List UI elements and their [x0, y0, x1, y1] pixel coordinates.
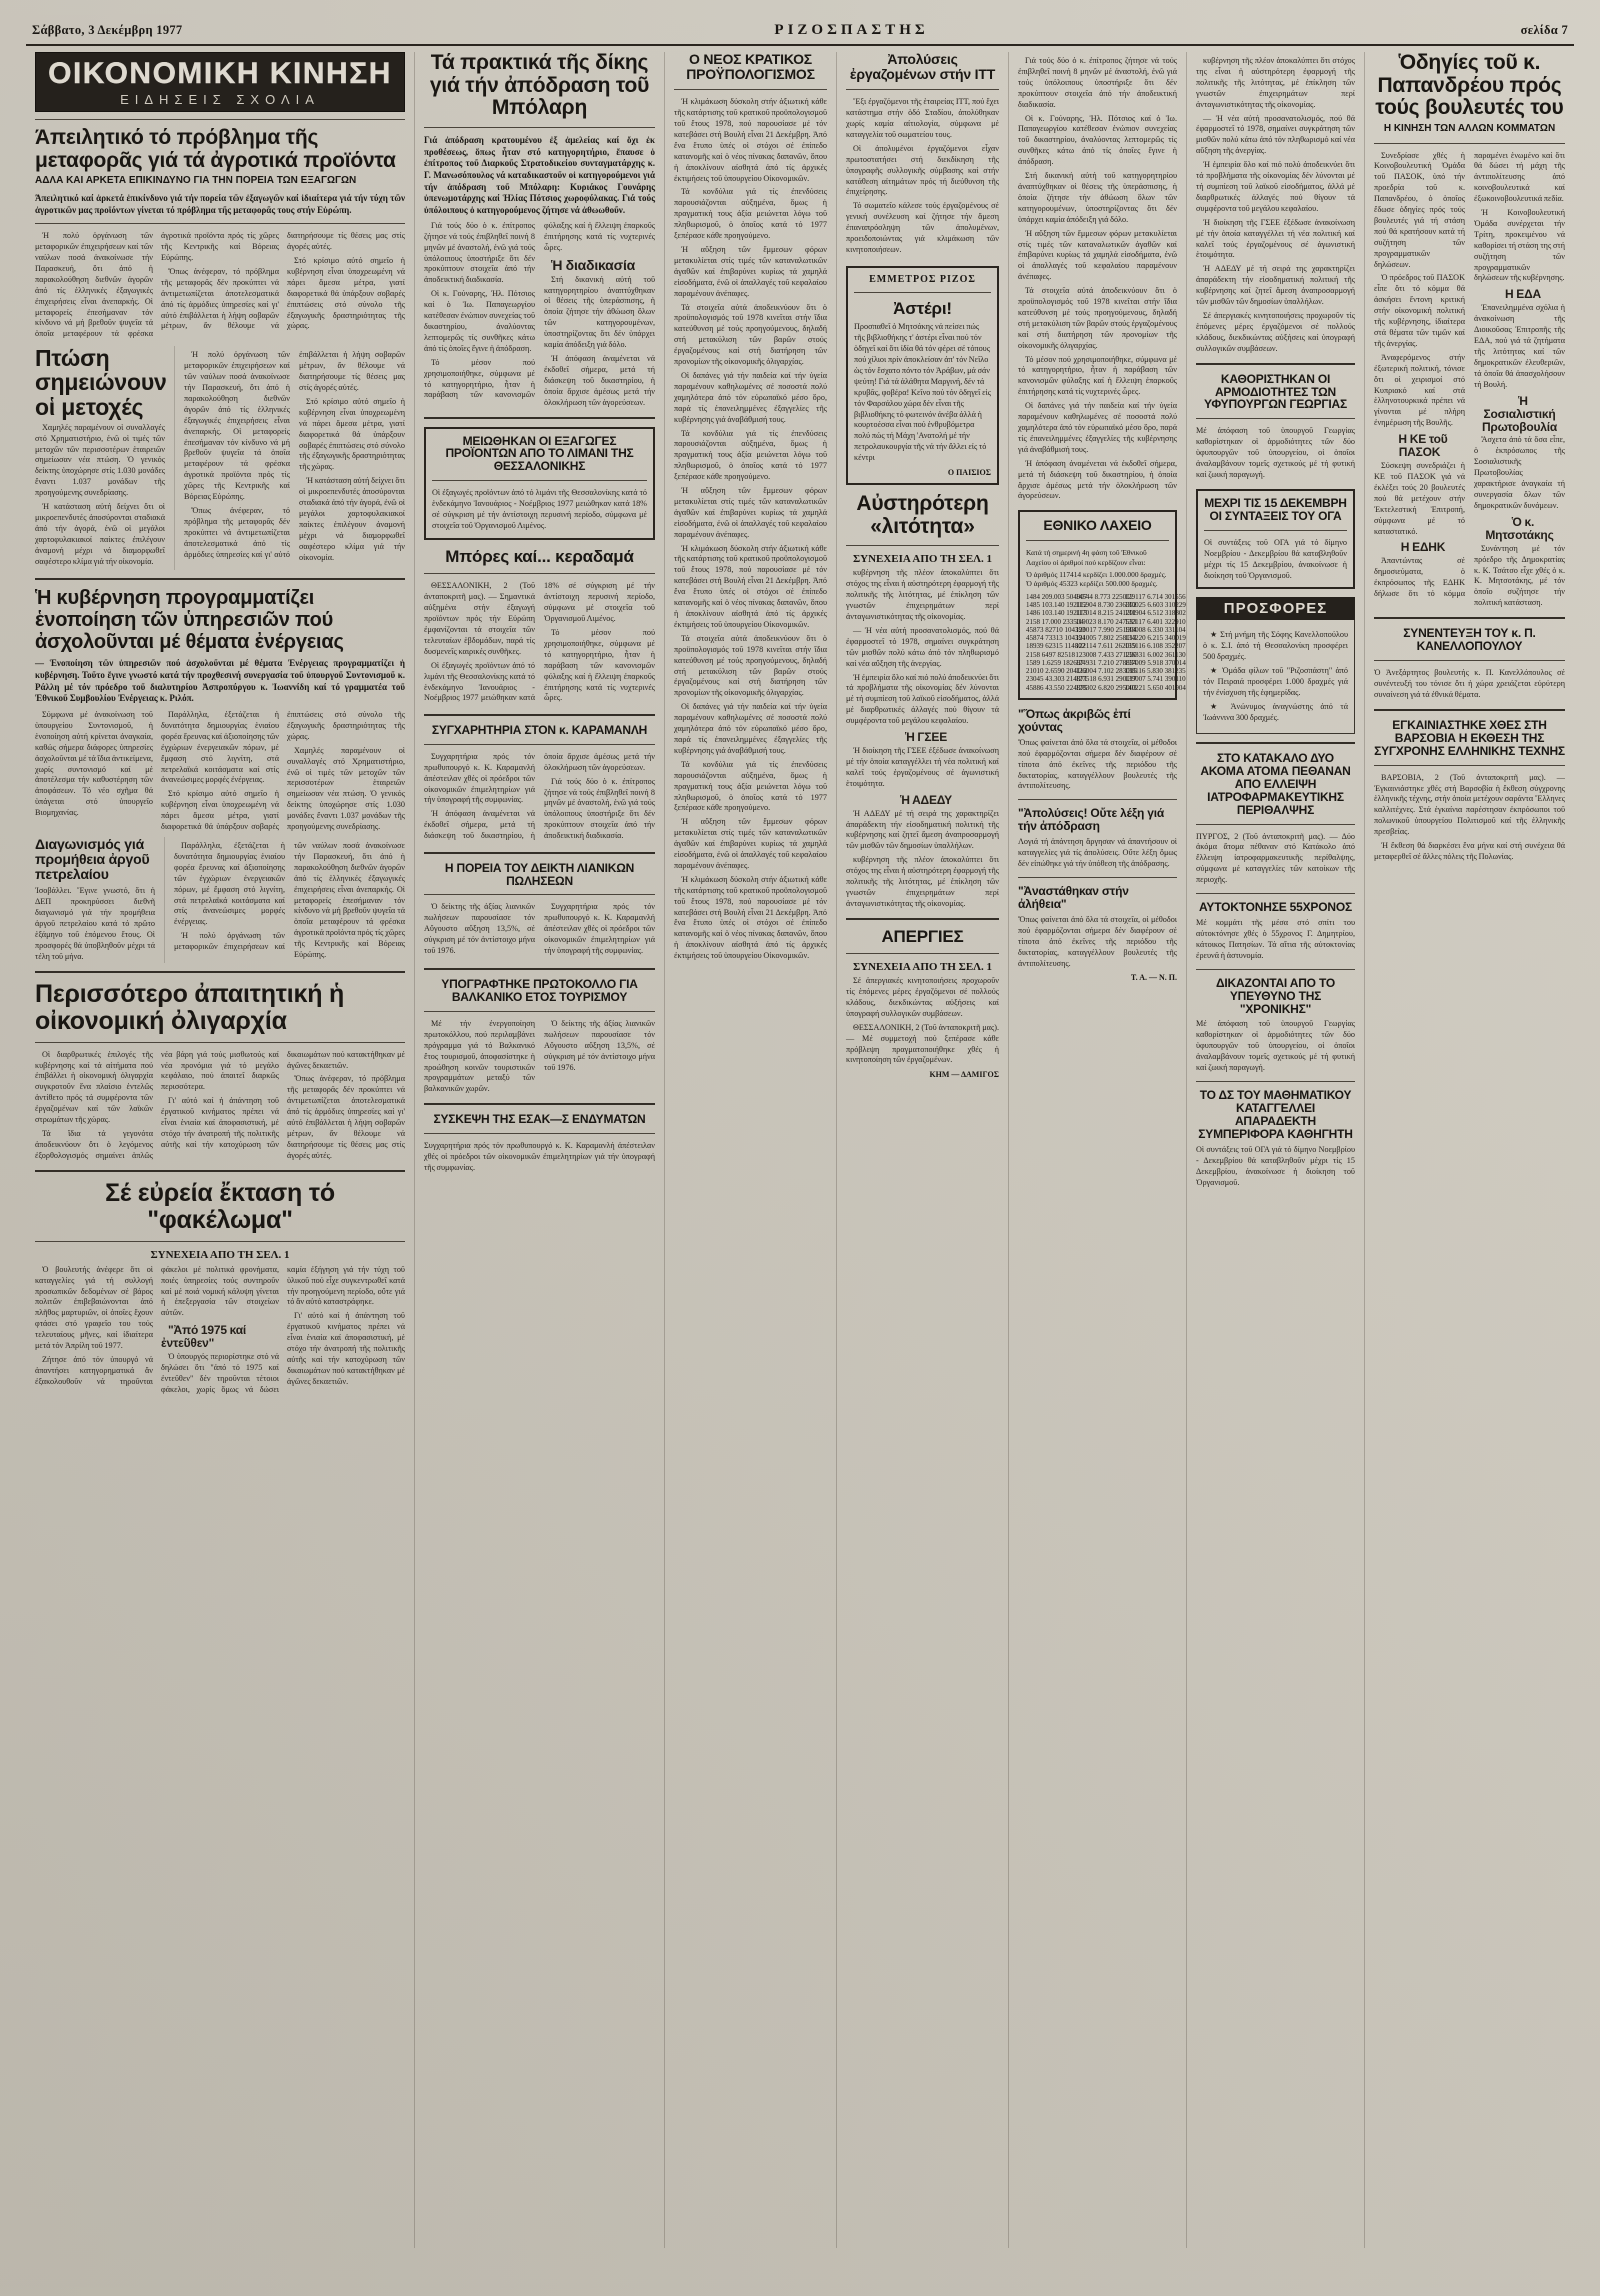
banner-subtitle: ΕΙΔΗΣΕΙΣ ΣΧΟΛΙΑ: [120, 92, 320, 107]
paragraph: Οἱ κ. Γούναρης, Ἡλ. Πότσιος καί ὁ Ἰω. Παπαγεωργίου κατέθεσαν ἐνώπιον συνεχείας τοῦ δικαστηρίου, ἀναλύοντας λεπτομερῶς τίς συνθῆκες κάτω ἀπό τίς ὁποῖες ἔγινε ἡ ἀπόδραση.: [424, 289, 535, 353]
junta-headline: "Ὅπως ἀκριβῶς ἐπί χούντας: [1018, 706, 1131, 734]
continuation-note: ΣΥΝΕΧΕΙΑ ΑΠΟ ΤΗ ΣΕΛ. 1: [150, 1248, 290, 1261]
offer-item: ★ Ἀνώνυμος ἀναγνώστης ἀπό τά Ἰωάννινα 300 δραχμές.: [1203, 701, 1348, 722]
austerity-headline: Αὐστηρότερη «λιτότητα»: [856, 492, 989, 538]
lottery-number-row: 1484 209.003 504907: [1026, 592, 1088, 601]
paragraph: Ἡ ἀπόφαση ἀναμένεται νά ἐκδοθεῖ σήμερα, μετά τή διάσκεψη τοῦ δικαστηρίου, ἡ ὁποία ἄρχισε ἀμέσως μετά τήν ὁλοκλήρωση τῶν ἀγορεύσεων.: [544, 354, 655, 407]
adedy-subhead: Ἡ ΑΔΕΔΥ: [900, 792, 952, 807]
lottery-number-row: 117014 8.215 241201: [1075, 609, 1137, 618]
divider: [35, 223, 405, 224]
column-3: [664, 52, 836, 2248]
exports-body: Οἱ ἐξαγωγές προϊόντων ἀπό τό λιμάνι τῆς Θεσσαλονίκης κατά τό ἑνδεκάμηνο Ἰανουάριος - Νοέμβριος 1977 μειώθηκαν κατά 18% σέ σύγκριση μέ τήν ἀντίστοιχη περυσινή περίοδο, σύμφωνα μέ στοιχεῖα τοῦ Ὀργανισμοῦ Λιμένος.: [432, 488, 647, 531]
agri-deputies-headline: ΚΑΘΟΡΙΣΤΗΚΑΝ ΟΙ ΑΡΜΟΔΙΟΤΗΤΕΣ ΤΩΝ ΥΦΥΠΟΥΡΓΩΝ ΓΕΩΡΓΙΑΣ: [1203, 371, 1348, 412]
karamanlis-headline: ΣΥΓΧΑΡΗΤΗΡΙΑ ΣΤΟΝ κ. ΚΑΡΑΜΑΝΛΗ: [431, 722, 648, 737]
divider: [1196, 363, 1355, 365]
lottery-number-row: 45873 82710 104393: [1026, 625, 1086, 634]
lottery-box: [1018, 510, 1186, 700]
fakeloma-subhead: "Ἀπό 1975 καί ἐντεῦθεν": [161, 1323, 247, 1351]
trial-subhead: Ἡ διαδικασία: [551, 256, 636, 273]
divider: [424, 127, 655, 128]
lottery-number-row: 23045 43.303 214871: [1026, 675, 1088, 684]
paragraph: Οἱ ἀπολυμένοι ἐργαζόμενοι εἶχαν πρωτοστατήσει στή διεκδίκηση τῆς ὑπογραφῆς συλλογικῆς σύμβασης καί στήν κατάθεση αἰτημάτων πρός τή διεύθυνση τῆς ἐπιχείρησης.: [846, 143, 999, 197]
divider: [1204, 530, 1347, 531]
paragraph: Συνεδρίασε χθές ἡ Κοινοβουλευτική Ὁμάδα τοῦ ΠΑΣΟΚ, ὑπό τήν προεδρία τοῦ κ. Παπανδρέου, ὁ ὁποῖος ἔδωσε ὁδηγίες πρός τούς βουλευτές γιά τή στάση πού θά κρατήσουν κατά τή συζήτηση τῶν προγραμματικῶν δηλώσεων.: [1374, 150, 1465, 269]
papandreou-headline: Ὁδηγίες τοῦ κ. Παπανδρέου πρός τούς βουλευτές του: [1375, 51, 1564, 120]
paragraph: Ἡ ἐμπειρία ὅλο καί πιό πολύ ἀποδεικνύει ὅτι τά προβλήματα τῆς οἰκονομίας δέν λύνονται μέ τή συμπίεση τοῦ λαϊκοῦ εἰσοδήματος, ἀλλά μέ διαρθρωτικές ἀλλαγές πού θίγουν τά συμφέροντα τοῦ μεγάλου κεφαλαίου.: [846, 672, 999, 726]
fakeloma-body: [35, 1265, 405, 1396]
continuation-note: ΣΥΝΕΧΕΙΑ ΑΠΟ ΤΗ ΣΕΛ. 1: [852, 961, 993, 974]
paragraph: Ἡ αὔξηση τῶν ἔμμεσων φόρων μετακυλίεται στίς τιμές τῶν καταναλωτικῶν ἀγαθῶν καί ἐπιβαρύνει κυρίως τά χαμηλά εἰσοδήματα, ἐνῶ οἱ ἀπαλλαγές τοῦ κεφαλαίου παραμένουν ἀνέπαφες.: [1018, 228, 1177, 282]
divider: [1374, 617, 1565, 619]
lottery-number-row: 136331 6.002 361130: [1124, 650, 1186, 659]
paragraph: Οἱ δαπάνες γιά τήν παιδεία καί τήν ὑγεία παραμένουν καθηλωμένες σέ ποσοστά πολύ χαμηλότερα ἀπό τόν εὐρωπαϊκό μέσο ὅρο, παρά τίς ἐπανειλημμένες ἐξαγγελίες τῆς κυβέρνησης γιά ἀναβάθμισή τους.: [1018, 401, 1177, 454]
paragraph: Ἄσχετα ἀπό τά ὅσα εἶπε, ὁ ἐκπρόσωπος τῆς Σοσιαλιστικῆς Πρωτοβουλίας χαρακτήρισε ἀναγκαία τή συνεργασία ὅλων τῶν δημοκρατικῶν δυνάμεων.: [1474, 435, 1565, 510]
paragraph: Συγχαρητήρια πρός τόν πρωθυπουργό κ. Κ. Καραμανλή ἀπέστειλαν χθές οἱ πρόεδροι τῶν οἰκονομικῶν ἐπιμελητηρίων γιά τήν ὑπογραφή τῆς συμφωνίας.: [544, 902, 655, 956]
paragraph: Ὅπως ἀνέφεραν, τό πρόβλημα τῆς μεταφορᾶς δέν προκύπτει νά ἀντιμετωπίζεται ἀποτελεσματικά ἀπό τίς ἁρμόδιες ὑπηρεσίες καί γι' αὐτό ἐπιβάλλεται ἡ λήψη σοβαρῶν μέτρων, ἄν θέλουμε νά διατηρήσουμε τίς θέσεις μας στίς ἀγορές αὐτές.: [184, 350, 405, 559]
paragraph: Ἡ ΑΔΕΔΥ μέ τή σειρά της χαρακτηρίζει ἀπαράδεκτη τήν εἰσοδηματική πολιτική τῆς κυβέρνησης καί ζητεῖ ἄμεση ἀναπροσαρμογή τῶν μισθῶν τῶν δημοσίων ὑπαλλήλων.: [1196, 264, 1355, 307]
divider: [1196, 418, 1355, 419]
divider: [1374, 765, 1565, 766]
lottery-number-row: 119023 8.170 247533: [1075, 617, 1137, 626]
paragraph: Ἡ διοίκηση τῆς ΓΣΕΕ ἐξέδωσε ἀνακοίνωση μέ τήν ὁποία καταγγέλλει τή νέα πολιτική καί καλεῖ τούς ἐργαζομένους σέ ἀγωνιστική ἑτοιμότητα.: [1196, 217, 1355, 260]
divider: [1018, 799, 1177, 800]
paragraph: Συγχαρητήρια πρός τόν πρωθυπουργό κ. Κ. Καραμανλή ἀπέστειλαν χθές οἱ πρόεδροι τῶν οἰκονομικῶν ἐπιμελητηρίων γιά τήν ὑπογραφή τῆς συμφωνίας.: [424, 751, 535, 805]
lead-paragraph: Άπειλητικό καί ἀρκετά ἐπικίνδυνο γιά τήν πορεία τῶν ἐξαγωγῶν καί ἰδιαίτερα γιά τήν τύχη τῶν ἀγροτικῶν μας προϊόντων γίνεται τό πρόβλημα τῆς μεταφορᾶς τους στήν Εὐρώπη.: [35, 192, 405, 215]
lottery-number-row: 121005 7.802 258113: [1075, 634, 1137, 643]
paragraph: Γι' αὐτό καί ἡ ἀπάντηση τοῦ ἐργατικοῦ κινήματος πρέπει νά εἶναι ἑνιαία καί ἀποφασιστική, μέ στόχο τήν ἀνατροπή τῆς πολιτικῆς αὐτῆς καί τήν κατοχύρωση τῶν δικαιωμάτων πού κατακτήθηκαν μέ ἀγῶνες δεκαετιῶν.: [287, 1311, 405, 1386]
lottery-number-row: 137009 5.918 370014: [1124, 658, 1186, 667]
math-body: Οἱ συντάξεις τοῦ ΟΓΑ γιά τό δίμηνο Νοεμβρίου - Δεκεμβρίου θά καταβληθοῦν μέχρι τίς 15 Δεκεμβρίου, ἀνακοίνωσε ἡ διοίκηση τοῦ Ὀργανισμοῦ.: [1196, 1144, 1355, 1187]
paragraph: Ἡ ΑΔΕΔΥ μέ τή σειρά της χαρακτηρίζει ἀπαράδεκτη τήν εἰσοδηματική πολιτική τῆς κυβέρνησης καί ζητεῖ ἄμεση ἀναπροσαρμογή τῶν μισθῶν τῶν δημοσίων ὑπαλλήλων.: [846, 808, 999, 851]
retail-index-headline: Η ΠΟΡΕΙΑ ΤΟΥ ΔΕΙΚΤΗ ΛΙΑΝΙΚΩΝ ΠΩΛΗΣΕΩΝ: [444, 860, 635, 888]
lottery-number-row: 140221 5.650 401904: [1124, 683, 1186, 692]
gsee-subhead: Ἡ ΓΣΕΕ: [904, 730, 948, 745]
paragraph: Σέ ἀπεργιακές κινητοποιήσεις προχωροῦν τίς ἑπόμενες μέρες ἐργαζόμενοι σέ πολλούς κλάδους, διεκδικώντας αὐξήσεις καί ὑπογραφή συλλογικῶν συμβάσεων.: [846, 976, 999, 1018]
column-2: [414, 52, 664, 2248]
lottery-intro: Κατά τή σημερινή 4η φάση τοῦ Ἐθνικοῦ Λαχείου οἱ ἀριθμοί πού κερδίζουν εἶναι:: [1026, 548, 1147, 568]
escape-note-headline: "Ἀπολύσεις! Οὔτε λέξη γιά τήν ἀπόδραση: [1018, 806, 1165, 834]
paragraph: Οἱ ἐξαγωγές προϊόντων ἀπό τό λιμάνι τῆς Θεσσαλονίκης κατά τό ἑνδεκάμηνο Ἰανουάριος - Νοέμβριος 1977 μειώθηκαν κατά 18% σέ σύγκριση μέ τήν ἀντίστοιχη περυσινή περίοδο, σύμφωνα μέ στοιχεῖα τοῦ Ὀργανισμοῦ Λιμένος.: [424, 581, 655, 703]
paragraph: Ἡ αὔξηση τῶν ἔμμεσων φόρων μετακυλίεται στίς τιμές τῶν καταναλωτικῶν ἀγαθῶν καί ἐπιβαρύνει κυρίως τά χαμηλά εἰσοδήματα, ἐνῶ οἱ ἀπαλλαγές τοῦ κεφαλαίου παραμένουν ἀνέπαφες.: [674, 245, 827, 298]
paragraph: Ἀναφερόμενος στήν ἐξωτερική πολιτική, τόνισε ὅτι οἱ χειρισμοί στό Κυπριακό καί στά ἑλληνοτουρκικά πρέπει νά γίνονται μέ πλήρη ἐνημέρωση τῆς Βουλῆς.: [1374, 352, 1465, 428]
divider: [35, 578, 405, 580]
lottery-number-row: 127518 6.931 290117: [1075, 675, 1137, 684]
trial-body: [424, 221, 655, 409]
divider: [424, 968, 655, 970]
economy-banner: [35, 52, 405, 112]
lottery-number-row: 2158 17.000 233504: [1026, 617, 1084, 626]
divider: [35, 1170, 405, 1172]
lottery-number-row: 135116 6.108 352207: [1124, 642, 1186, 651]
divider: [1374, 660, 1565, 661]
retail-index-body: [424, 902, 655, 960]
emmetros-rizos-title: ΕΜΜΕΤΡΟΣ ΡΙΖΟΣ: [869, 273, 976, 285]
paragraph: Τά στοιχεῖα αὐτά ἀποδεικνύουν ὅτι ὁ προϋπολογισμός τοῦ 1978 κινεῖται στήν ἴδια κατεύθυνση μέ τούς προηγούμενους, δηλαδή στή μετακύλιση τῶν βαρῶν στούς ἐργαζομένους καί στή διατήρηση τῶν προνομίων τῆς οἰκονομικῆς ὀλιγαρχίας.: [674, 633, 827, 698]
lead-body: [35, 231, 405, 340]
paragraph: Γιά τούς δύο ὁ κ. ἐπίτροπος ζήτησε νά τούς ἐπιβληθεῖ ποινή 8 μηνῶν μέ ἀναστολή, ἐνῶ γιά τούς ὑπόλοιπους ὑποστήριξε ὅτι δέν προκύπτουν στοιχεῖα ἀπό τήν ἀποδεικτική διαδικασία.: [544, 776, 655, 841]
page-columns: [26, 52, 1574, 2248]
paragraph: — Ἡ νέα αὐτή προσανατολισμός, πού θά ἐφαρμοστεῖ τό 1978, σημαίνει συγκράτηση τῶν μισθῶν πολύ κάτω ἀπό τόν πληθωρισμό καί νέα αὔξηση τῆς ἀνεργίας.: [846, 625, 999, 668]
divider: [424, 1133, 655, 1134]
lottery-number-row: 123008 7.433 271220: [1075, 650, 1137, 659]
divider: [432, 480, 647, 481]
paragraph: Οἱ δαπάνες γιά τήν παιδεία καί τήν ὑγεία παραμένουν καθηλωμένες σέ ποσοστά πολύ χαμηλότερα ἀπό τόν εὐρωπαϊκό μέσο ὅρο, παρά τίς ἐπανειλημμένες ἐξαγγελίες τῆς κυβέρνησης γιά ἀναβάθμισή τους.: [674, 702, 827, 755]
trial-headline: Τά πρακτικά τῆς δίκης γιά τήν ἀπόδραση τοῦ Μπόλαρη: [429, 51, 650, 120]
warsaw-body: [1374, 773, 1565, 863]
oligarchy-body: [35, 1050, 405, 1162]
protocol-body: [424, 1019, 655, 1095]
paragraph: Γιά τούς δύο ὁ κ. ἐπίτροπος ζήτησε νά τούς ἐπιβληθεῖ ποινή 8 μηνῶν μέ ἀναστολή, ἐνῶ γιά τούς ὑπόλοιπους ὑποστήριξε ὅτι δέν προκύπτουν στοιχεῖα ἀπό τήν ἀποδεικτική διαδικασία.: [1018, 56, 1177, 109]
oga-headline: ΜΕΧΡΙ ΤΙΣ 15 ΔΕΚΕΜΒΡΗ ΟΙ ΣΥΝΤΑΞΕΙΣ ΤΟΥ ΟΓΑ: [1204, 495, 1347, 523]
paragraph: Τό μέσον πού χρησιμοποιήθηκε, σύμφωνα μέ τό κατηγορητήριο, ἦταν ἡ παράβαση τῶν κανονισμῶν φύλαξης καί ἡ ἔλλειψη ἐπαρκοῦς ἐπιτήρησης κατά τίς νυχτερινές ὧρες.: [424, 220, 655, 400]
divider: [35, 1042, 405, 1043]
paragraph: Ἡ κλιμάκωση δύσκολη στήν ἀξιωτική κάθε τῆς κατάρτισης τοῦ κρατικοῦ προϋπολογισμοῦ τοῦ ἔτους 1978, πού παρουσίασε μέ τόν κατεβάσει στή Βουλή εἶναι 21 Δεκέμβρη. Ἀπό ἔνα ἔτυπο ὑπές οἱ στόχοι σέ ἐπίπεδο κατανομῆς καί ὁ νέος πίνακας δαπανῶν, ὅπου ἡ ἀποκλίνουν αἰσθητά ἀπό τίς ἀρχικές ἐκτιμήσεις τοῦ ὑπουργείου Οἰκονομικῶν.: [674, 543, 827, 629]
divider: [424, 852, 655, 854]
paragraph: Ζήτησε ἀπό τόν ὑπουργό νά ἀπαντήσει κατηγορηματικά ἄν ἐξακολουθοῦν νά τηροῦνται φάκελοι μέ πολιτικά φρονήματα, ποιές ὑπηρεσίες τούς συντηροῦν καί μέ ποιά νομική κάλυψη γίνεται ἡ ἐπεξεργασία τῶν στοιχείων αὐτῶν.: [35, 1264, 279, 1386]
lottery-headline: ΕΘΝΙΚΟ ΛΑΧΕΙΟ: [1043, 517, 1152, 534]
paragraph: Τό μέσον πού χρησιμοποιήθηκε, σύμφωνα μέ τό κατηγορητήριο, ἦταν ἡ παράβαση τῶν κανονισμῶν φύλαξης καί ἡ ἔλλειψη ἐπαρκοῦς ἐπιτήρησης κατά τίς νυχτερινές ὧρες.: [544, 628, 655, 703]
suicide-body: Μέ κομμάτι τῆς μέσα στό σπίτι του αὐτοκτόνησε χθές ὁ 55χρονος Γ. Δημητρίου, κάτοικος Πατησίων. Τά αἴτια τῆς αὐτοκτονίας ἐρευνᾶ ἡ ἀστυνομία.: [1196, 917, 1355, 960]
lottery-number-row: 21010 2.6590 204112: [1026, 667, 1087, 676]
paragraph: Ἕξι ἐργαζόμενοι τῆς ἑταιρείας ΙΤΤ, πού ἔχει κατάστημα στήν ὁδό Σταδίου, ἀπολύθηκαν χωρίς καμία αἰτιολογία, σύμφωνα μέ καταγγελία τοῦ σωματείου τους.: [846, 97, 999, 139]
lottery-number-row: 134220 6.215 340019: [1124, 634, 1186, 643]
column-5: [1008, 52, 1186, 2248]
papandreou-subheadline: Η ΚΙΝΗΣΗ ΤΩΝ ΑΛΛΩΝ ΚΟΜΜΑΤΩΝ: [1383, 123, 1556, 135]
lottery-number-row: 122114 7.611 262019: [1075, 642, 1137, 651]
col6-top-body: [1196, 56, 1355, 355]
column-4: [836, 52, 1008, 2248]
divider: [35, 971, 405, 973]
lottery-number-row: 14544 8.773 225012: [1075, 592, 1134, 601]
energy-lead: — Ἑνοποίηση τῶν ὑπηρεσιῶν πού ἀσχολοῦνται μέ θέματα Ἐνέργειας προγραμματίζει ἡ κυβέρνηση. Τοῦτο ἔγινε γνωστό κατά τήν προχθεσινή συνεργασία τοῦ ὑπουργοῦ Συντονισμοῦ κ. Ράλλη μέ τόν πρόεδρο τοῦ διαλυτηρίου Ἀσπροπύργου κ. Ἰωαννίδη καί τό γραμματέα τοῦ Ἐθνικοῦ Συμβουλίου Ἐνέργειας κ. Ριλόπ.: [35, 658, 405, 704]
budget-body: [674, 97, 827, 962]
paragraph: Ἡ πολύ ὀργάνωση τῶν μεταφορικῶν ἐπιχειρήσεων καί τῶν ναύλων ποσά ἀνακοίνωσε τήν Παρασκευή, ὅτι ἀπό ἡ παρακολούθηση διεθνῶν ἀγορῶν ἀπό τίς ἑλληνικές ἐξαγωγικές ἐπιχειρήσεις εἶναι ἀνεπαρκής. Οἱ μεταφορείς ἐπεσήμαναν τόν κίνδυνο νά μή βρεθοῦν ψυγεῖα τά ὁποῖα μεταφέρουν τά φρέσκα ἀγροτικά προϊόντα πρός τίς χῶρες τῆς Κεντρικῆς καί Βόρειας Εὐρώπης.: [174, 840, 405, 960]
offers-box: [1196, 620, 1355, 733]
paper-name: ΡΙΖΟΣΠΑΣΤΗΣ: [774, 22, 929, 38]
fakeloma-headline: Σέ εὐρεία ἔκταση τό "φακέλωμα": [105, 1178, 335, 1234]
banner-title: ΟΙΚΟΝΟΜΙΚΗ ΚΙΝΗΣΗ: [48, 57, 392, 90]
paragraph: Συνάντηση μέ τόν πρόεδρο τῆς Δημοκρατίας κ. Κ. Τσάτσο εἶχε χθές ὁ κ. Κ. Μητσοτάκης, μέ τόν ὁποῖο συζήτησε τήν πολιτική κατάσταση.: [1474, 543, 1565, 608]
lottery-number-row: 45886 43.550 224875: [1026, 683, 1088, 692]
energy-headline: Ἡ κυβέρνηση προγραμματίζει ἑνοποίηση τῶν ὑπηρεσιῶν πού ἀσχολοῦνται μέ θέματα ἐνέργειας: [35, 587, 344, 653]
lottery-number-row: 115904 8.730 236302: [1075, 601, 1137, 610]
paragraph: Σύσκεψη συνεδριάζει ἡ ΚΕ τοῦ ΠΑΣΟΚ γιά νά ἐκλέξει τούς 20 βουλευτές πού θά μετέχουν στήν Ἐκτελεστική Ἐπιτροπή, σύμφωνα μέ τό καταστατικό.: [1374, 461, 1465, 536]
austerity-body: [846, 568, 999, 909]
lottery-number-row: 131904 6.512 318802: [1124, 609, 1186, 618]
divider: [1196, 969, 1355, 970]
strikes-body: [846, 976, 999, 1066]
oligarchy-headline: Περισσότερο ἀπαιτητική ἡ οἰκονομική ὀλιγαρχία: [35, 979, 345, 1035]
paragraph: Τό σωματεῖο κάλεσε τούς ἐργαζομένους σέ γενική συνέλευση καί ζήτησε τήν ἄμεση ἐπαναπρόσληψη τῶν ἀπολυμένων, προειδοποιώντας γιά κλιμάκωση τῶν κινητοποιήσεων.: [846, 201, 999, 254]
divider: [1196, 742, 1355, 744]
divider: [846, 953, 999, 954]
oga-body: Οἱ συντάξεις τοῦ ΟΓΑ γιά τό δίμηνο Νοεμβρίου - Δεκεμβρίου θά καταβληθοῦν μέχρι τίς 15 Δεκεμβρίου, ἀνακοίνωσε ἡ διοίκηση τοῦ Ὀργανισμοῦ.: [1204, 537, 1347, 580]
oga-box: [1196, 489, 1355, 590]
divider: [35, 1241, 405, 1242]
divider: [854, 292, 991, 293]
paragraph: Ἡ αὔξηση τῶν ἔμμεσων φόρων μετακυλίεται στίς τιμές τῶν καταναλωτικῶν ἀγαθῶν καί ἐπιβαρύνει κυρίως τά χαμηλά εἰσοδήματα, ἐνῶ οἱ ἀπαλλαγές τοῦ κεφαλαίου παραμένουν ἀνέπαφες.: [674, 817, 827, 870]
offer-item: ★ Ὁμάδα φίλων τοῦ "Ριζοσπάστη" ἀπό τόν Πειραιά προσφέρει 1.000 δραχμές γιά τήν ἐνίσχυση τῆς ἐφημερίδας.: [1203, 666, 1348, 698]
paragraph: Στή δικανική αὐτή τοῦ κατηγορητηρίου ἀναπτύχθηκαν οἱ θέσεις τῆς ὑπεράσπισης, ἡ ὁποία ζήτησε τήν ἀθώωση ὅλων τῶν κατηγορουμένων, ὑποστηρίζοντας ὅτι δέν ὑπάρχει καμία ἀπόδειξη γιά δόλο.: [1018, 171, 1177, 224]
lottery-number-row: 128302 6.820 295003: [1075, 683, 1137, 692]
eda-subhead: Η ΕΔΑ: [1505, 287, 1541, 302]
warsaw-headline: ΕΓΚΑΙΝΙΑΣΤΗΚΕ ΧΘΕΣ ΣΤΗ ΒΑΡΣΟΒΙΑ Η ΕΚΘΕΣΗ ΤΗΣ ΣΥΓΧΡΟΝΗΣ ΕΛΛΗΝΙΚΗΣ ΤΕΧΝΗΣ: [1374, 717, 1565, 758]
karamanlis-body: [424, 752, 655, 844]
divider: [424, 744, 655, 745]
paragraph: Ἀπαντώντας σέ δημοσιεύματα, ὁ ἐκπρόσωπος τῆς ΕΔΗΚ δήλωσε ὅτι τό κόμμα παραμένει ἑνωμένο καί ὅτι θά δώσει τή μάχη τῆς ἀντιπολίτευσης ἀπό κοινοβουλευτικά καί ἐξωκοινοβουλευτικά πεδία.: [1374, 150, 1565, 599]
lottery-number-row: 1486 103.140 192113: [1026, 609, 1087, 618]
exports-headline: ΜΕΙΩΘΗΚΑΝ ΟΙ ΕΞΑΓΩΓΕΣ ΠΡΟΪΟΝΤΩΝ ΑΠΟ ΤΟ ΛΙΜΑΝΙ ΤΗΣ ΘΕΣΣΑΛΟΝΙΚΗΣ: [445, 433, 634, 474]
poem-text: Προσπαθεῖ ὁ Μητσάκης νά πείσει πώς τῆς βιβλιοθήκης τ' ἀστέρι εἶναι πού τόν ὁδηγεῖ καί ὅτι ἰδία θά τόν φέρει σέ τόπους πού χίλιοι πρίν ἀποκλείσαν ἀπ' τόν Νεῖλο ὡς τόν ἔσχατο πόντο τόν Ἀράβων, μά σάν ψεύτη! Γιά τά ἀλάθητα Μαργινή, δέν τά κρυβᾶς, φοβέρα! Κεῖνο πού τόν ὁδηγεῖ εἰς τόν Φαρσάλου χώρα δέν εἶναι τῆς βιβλιοθήκης τό φωτεινόν ἀνέβα ἀλλά ἡ κουρτοέσσα εἶναι πού ἐνθρυβόμετρα πολύ πώς τή Μάχη 'Ανατολή μέ τήν πετρολαυκουργία τῆς νά τήν ἄλλει εἰς τό κέντρι: [854, 322, 991, 463]
paragraph: Ὁ πρόεδρος τοῦ ΠΑΣΟΚ εἶπε ὅτι τό κόμμα θά ἀσκήσει ἔντονη κριτική στήν οἰκονομική πολιτική τῆς κυβέρνησης, ἰδιαίτερα στά θέματα τῶν τιμῶν καί τῆς ἀνεργίας.: [1374, 273, 1465, 348]
column-6: [1186, 52, 1364, 2248]
stocks-extra-body: [184, 350, 405, 563]
truth-headline: "Ἀναστάθηκαν στήν ἀλήθεια": [1018, 884, 1129, 911]
kanellopoulos-body: Ὁ Ἀνεξάρτητος βουλευτής κ. Π. Κανελλόπουλος σέ συνέντευξή του τόνισε ὅτι ἡ χώρα χρειάζεται εὐρύτερη συναίνεση γιά τά ἐθνικά θέματα.: [1374, 668, 1565, 699]
paragraph: Ἡ κατάσταση αὐτή δείχνει ὅτι οἱ μικροεπενδυτές ἀποσύρονται σταδιακά ἀπό τήν ἀγορά, ἐνῶ οἱ μεγάλοι χαρτοφυλακιακοί παίκτες ἐπιλέγουν ἀναμονή μέχρι νά διαμορφωθεῖ σαφέστερο κλίμα γιά τήν οἰκονομία.: [35, 502, 165, 566]
junta-body: Ὅπως φαίνεται ἀπό ὅλα τά στοιχεῖα, οἱ μέθοδοι πού ἐφαρμόζονται σήμερα δέν διαφέρουν σέ τίποτα ἀπό ἐκεῖνες τῆς περιόδου τῆς δικτατορίας, καταγγέλλουν βουλευτές τῆς ἀντιπολίτευσης.: [1018, 737, 1177, 791]
edik-subhead: Η ΕΔΗΚ: [1400, 540, 1446, 555]
paragraph: ΘΕΣΣΑΛΟΝΙΚΗ, 2 (Τοῦ ἀνταποκριτῆ μας). — Μέ συμμετοχή πού ξεπέρασε κάθε πρόβλεψη πραγματοποιήθηκε χθές ἡ κινητοποίηση τῶν ἐργαζομένων.: [846, 1022, 999, 1065]
paragraph: ΒΑΡΣΟΒΙΑ, 2 (Τοῦ ἀνταποκριτῆ μας). — Ἐγκαινιάστηκε χθές στή Βαρσοβία ἡ ἔκθεση σύγχρονης ἑλληνικῆς τέχνης, στήν ὁποία μετέχουν σαράντα Ἕλληνες καλλιτέχνες. Στά ἐγκαίνια παρέστησαν ἐκπρόσωποι τοῦ πολωνικοῦ ὑπουργείου Πολιτισμοῦ καί τῆς ἑλληνικῆς πρεσβείας.: [1374, 772, 1565, 837]
divider: [424, 1103, 655, 1105]
poem-title: Ἀστέρι!: [893, 298, 952, 318]
paragraph: Ἡ ἀπόφαση ἀναμένεται νά ἐκδοθεῖ σήμερα, μετά τή διάσκεψη τοῦ δικαστηρίου, ἡ ὁποία ἄρχισε ἀμέσως μετά τήν ὁλοκλήρωση τῶν ἀγορεύσεων.: [1018, 458, 1177, 501]
strikes-signature: ΚΗΜ — ΔΑΜΙΓΟΣ: [929, 1070, 999, 1080]
paragraph: Ἡ ἐμπειρία ὅλο καί πιό πολύ ἀποδεικνύει ὅτι τά προβλήματα τῆς οἰκονομίας δέν λύνονται μέ τή συμπίεση τοῦ λαϊκοῦ εἰσοδήματος, ἀλλά μέ διαρθρωτικές ἀλλαγές πού θίγουν τά συμφέροντα τοῦ μεγάλου κεφαλαίου.: [1196, 160, 1355, 213]
paragraph: κυβέρνηση τῆς πλέον ἀποκαλύπτει ὅτι στόχος της εἶναι ἡ αὐστηρότερη ἐφαρμογή τῆς πολιτικῆς τῆς λιτότητας, μέ ἐπίκληση τῶν γνωστῶν ἐπιχειρημάτων περί ἀνταγωνιστικότητας τῆς οἰκονομίας.: [846, 855, 999, 908]
paragraph: Τά κονδύλια γιά τίς ἐπενδύσεις παρουσιάζονται αὐξημένα, ὅμως ἡ πραγματική τους ἀξία μειώνεται λόγω τοῦ πληθωρισμοῦ, ὁ ὁποῖος κατά τό 1977 ξεπέρασε κάθε προηγούμενο.: [674, 428, 827, 482]
paragraph: Ὅπως ἀνέφεραν, τό πρόβλημα τῆς μεταφορᾶς δέν προκύπτει νά ἀντιμετωπίζεται ἀποτελεσματικά ἀπό τίς ἁρμόδιες ὑπηρεσίες καί γι' αὐτό ἐπιβάλλεται ἡ λήψη σοβαρῶν μέτρων, ἄν θέλουμε νά διατηρήσουμε τίς θέσεις μας στίς ἀγορές αὐτές.: [161, 231, 405, 331]
kanellopoulos-headline: ΣΥΝΕΝΤΕΥΞΗ ΤΟΥ κ. Π. ΚΑΝΕΛΛΟΠΟΥΛΟΥ: [1403, 626, 1536, 654]
paragraph: ΘΕΣΣΑΛΟΝΙΚΗ, 2 (Τοῦ ἀνταποκριτῆ μας). — Σημαντικά αὐξημένα στήν ἐξαγωγή προϊόντων πρός τήν Εὐρώπη ἐμφανίζονται τά στοιχεῖα τῶν τελευταίων ἑβδομάδων, παρά τίς δυσμενεῖς καιρικές συνθῆκες.: [424, 581, 535, 656]
paragraph: Τά στοιχεῖα αὐτά ἀποδεικνύουν ὅτι ὁ προϋπολογισμός τοῦ 1978 κινεῖται στήν ἴδια κατεύθυνση μέ τούς προηγούμενους, δηλαδή στή μετακύλιση τῶν βαρῶν στούς ἐργαζομένους καί στή διατήρηση τῶν προνομίων τῆς οἰκονομικῆς ὀλιγαρχίας.: [674, 302, 827, 367]
divider: [424, 1011, 655, 1012]
papandreou-body: [1374, 151, 1565, 610]
paragraph: Ἡ Κοινοβουλευτική Ὁμάδα συνέρχεται τήν Τρίτη, προκειμένου νά καθορίσει τή στάση της στή συζήτηση τῶν προγραμματικῶν δηλώσεων τῆς κυβέρνησης.: [1474, 208, 1565, 283]
paragraph: Παράλληλα, ἐξετάζεται ἡ δυνατότητα δημιουργίας ἑνιαίου φορέα ἔρευνας καί ἀξιοποίησης τῶν ἐγχώριων ἐνεργειακῶν πόρων, μέ ἔμφαση στό λιγνίτη, στά πετρελαϊκά κοιτάσματα καί στίς ἀνανεώσιμες μορφές ἐνέργειας.: [174, 840, 285, 927]
lottery-number-row: 45874 73313 104394: [1026, 634, 1086, 643]
paragraph: Ἡ κλιμάκωση δύσκολη στήν ἀξιωτική κάθε τῆς κατάρτισης τοῦ κρατικοῦ προϋπολογισμοῦ τοῦ ἔτους 1978, πού παρουσίασε μέ τόν κατεβάσει στή Βουλή εἶναι 21 Δεκέμβρη. Ἀπό ἔνα ἔτυπο ὑπές οἱ στόχοι σέ ἐπίπεδο κατανομῆς καί ὁ νέος πίνακας δαπανῶν, ὅπου ἡ ἀποκλίνουν αἰσθητά ἀπό τίς ἀρχικές ἐκτιμήσεις τοῦ ὑπουργείου Οἰκονομικῶν.: [674, 97, 827, 183]
divider: [35, 119, 405, 120]
paragraph: κυβέρνηση τῆς πλέον ἀποκαλύπτει ὅτι στόχος της εἶναι ἡ αὐστηρότερη ἐφαρμογή τῆς πολιτικῆς τῆς λιτότητας, μέ ἐπίκληση τῶν γνωστῶν ἐπιχειρημάτων περί ἀνταγωνιστικότητας τῆς οἰκονομίας.: [1196, 56, 1355, 109]
energy-body: [35, 710, 405, 833]
paragraph: Τά κονδύλια γιά τίς ἐπενδύσεις παρουσιάζονται αὐξημένα, ὅμως ἡ πραγματική τους ἀξία μειώνεται λόγω τοῦ πληθωρισμοῦ, ὁ ὁποῖος κατά τό 1977 ξεπέρασε κάθε προηγούμενο.: [674, 759, 827, 813]
stocks-body: [35, 423, 165, 568]
paragraph: Γιά τούς δύο ὁ κ. ἐπίτροπος ζήτησε νά τούς ἐπιβληθεῖ ποινή 8 μηνῶν μέ ἀναστολή, ἐνῶ γιά τούς ὑπόλοιπους ὑποστήριξε ὅτι δέν προκύπτουν στοιχεῖα ἀπό τήν ἀποδεικτική διαδικασία.: [424, 220, 535, 285]
strikes-headline: ΑΠΕΡΓΙΕΣ: [881, 926, 964, 946]
esak-meeting-headline: ΣΥΣΚΕΨΗ ΤΗΣ ΕΣΑΚ—Σ ΕΝΔΥΜΑΤΩΝ: [433, 1112, 646, 1127]
lottery-number-row: 129117 6.714 301556: [1124, 592, 1186, 601]
offers-list: [1203, 630, 1348, 723]
paragraph: Ἡ ἔκθεση θά διαρκέσει ἕνα μήνα καί στή συνέχεια θά μεταφερθεῖ σέ ἄλλες πόλεις τῆς Πολωνίας.: [1374, 841, 1565, 861]
mpores-headline: Μπόρες καί... κεραδαμά: [445, 547, 634, 567]
paragraph: Στό κρίσιμο αὐτό σημεῖο ἡ κυβέρνηση εἶναι ὑποχρεωμένη νά πάρει ἄμεσα μέτρα, γιατί διαφορετικά θά ὑπάρξουν σοβαρές ἐπιπτώσεις στό σύνολο τῆς ἐξαγωγικῆς δραστηριότητας τῆς χώρας.: [299, 396, 405, 472]
mpores-body: [424, 581, 655, 705]
lottery-number-row: 1589 1.6259 182697: [1026, 658, 1084, 667]
paragraph: Ἡ κατάσταση αὐτή δείχνει ὅτι οἱ μικροεπενδυτές ἀποσύρονται σταδιακά ἀπό τήν ἀγορά, ἐνῶ οἱ μεγάλοι χαρτοφυλακιακοί παίκτες ἐπιλέγουν ἀναμονή μέχρι νά διαμορφωθεῖ σαφέστερο κλίμα γιά τήν οἰκονομία.: [299, 476, 405, 562]
paragraph: Ὁ δείκτης τῆς ἀξίας λιανικῶν πωλήσεων παρουσίασε τόν Αὔγουστο αὔξηση 13,5%, σέ σύγκριση μέ τόν ἀντίστοιχο μήνα τοῦ 1976.: [544, 1018, 655, 1072]
masthead: [26, 22, 1574, 41]
lottery-number-row: 120017 7.990 251904: [1075, 625, 1137, 634]
oil-tender-headline: Διαγωνισμός γιά προμήθεια ἀργοῦ πετρελαίου: [35, 835, 150, 883]
esak-meeting-body: Συγχαρητήρια πρός τόν πρωθυπουργό κ. Κ. Καραμανλή ἀπέστειλαν χθές οἱ πρόεδροι τῶν οἰκονομικῶν ἐπιμελητηρίων γιά τήν ὑπογραφή τῆς συμφωνίας.: [424, 1141, 655, 1172]
pasok-subhead: Η ΚΕ τοῦ ΠΑΣΟΚ: [1398, 432, 1448, 460]
budget-headline: Ο ΝΕΟΣ ΚΡΑΤΙΚΟΣ ΠΡΟΫΠΟΛΟΓΙΣΜΟΣ: [686, 51, 815, 83]
column-1: [26, 52, 414, 2248]
paragraph: Μέ τήν ἐνεργοποίηση πρωτοκόλλου, πού περιλαμβάνει πρόγραμμα γιά τό Βαλκανικό ἔτος τουρισμοῦ, ἀποφασίστηκε ἡ προώθηση κοινῶν τουριστικῶν προγραμμάτων μεταξύ τῶν βαλκανικῶν χωρῶν.: [424, 1018, 535, 1094]
paragraph: Ἐπανειλημμένα σχόλια ἡ ἀνακοίνωση τῆς Διοικοῦσας Ἐπιτροπῆς τῆς ΕΔΑ, πού γιά τά ζητήματα τῆς λιτότητας καί τῶν δημοκρατικῶν ἐλευθεριῶν, τά ὁποῖα θά ἀπασχολήσουν τή Βουλή.: [1474, 303, 1565, 389]
paragraph: Σύμφωνα μέ ἀνακοίνωση τοῦ ὑπουργείου Συντονισμοῦ, ἡ ἑνοποίηση αὐτή κρίνεται ἀναγκαία, καθώς σήμερα διάφορες ὑπηρεσίες ἀσχολοῦνται μέ τά ἴδια ἀντικείμενα, χωρίς συντονισμό καί μέ ἀποτέλεσμα τήν καθυστέρηση τῶν ἀποφάσεων. Τό νέο σχῆμα θά ὑπάγεται στό ὑπουργεῖο Βιομηχανίας.: [35, 710, 153, 818]
paragraph: Χαμηλές παραμένουν οἱ συναλλαγές στό Χρηματιστήριο, ἐνῶ οἱ τιμές τῶν μετοχῶν τῶν περισσοτέρων ἑταιρειῶν σημείωσαν νέα πτώση. Ὁ γενικός δείκτης ὑποχώρησε στίς 1.030 μονάδες ἔναντι 1.037 μονάδων τῆς προηγούμενης συνεδρίασης.: [287, 745, 405, 832]
divider: [1374, 143, 1565, 144]
lottery-number-row: 139007 5.741 390110: [1124, 675, 1186, 684]
lottery-first-prize: Ὁ ἀριθμός 117414 κερδίζει 1.000.000 δραχμές.: [1026, 569, 1167, 579]
escape-note-body: Λογιά τή ἀπάντηση ἄργησαν νά ἀπαντήσουν οἱ καταγγελίες γιά τίς ἀπολύσεις. Οὔτε λέξη ὅμως δέν εἰπώθηκε γιά τήν ὑπόθεση τῆς ἀπόδρασης.: [1018, 837, 1177, 869]
math-headline: ΤΟ ΔΣ ΤΟΥ ΜΑΘΗΜΑΤΙΚΟΥ ΚΑΤΑΓΓΕΛΛΕΙ ΑΠΑΡΑΔΕΚΤΗ ΣΥΜΠΕΡΙΦΟΡΑ ΚΑΘΗΓΗΤΗ: [1198, 1088, 1353, 1141]
paragraph: Ἡ πολύ ὀργάνωση τῶν μεταφορικῶν ἐπιχειρήσεων καί τῶν ναύλων ποσά ἀνακοίνωσε τήν Παρασκευή, ὅτι ἀπό ἡ παρακολούθηση διεθνῶν ἀγορῶν ἀπό τίς ἑλληνικές ἐξαγωγικές ἐπιχειρήσεις εἶναι ἀνεπαρκής. Οἱ μεταφορείς ἐπεσήμαναν τόν κίνδυνο νά μή βρεθοῦν ψυγεῖα τά ὁποῖα μεταφέρουν τά φρέσκα ἀγροτικά προϊόντα πρός τίς χῶρες τῆς Κεντρικῆς καί Βόρειας Εὐρώπης.: [35, 231, 279, 339]
exports-box: [424, 427, 655, 540]
truth-body: Ὅπως φαίνεται ἀπό ὅλα τά στοιχεῖα, οἱ μέθοδοι πού ἐφαρμόζονται σήμερα δέν διαφέρουν σέ τίποτα ἀπό ἐκεῖνες τῆς περιόδου τῆς δικτατορίας, καταγγέλλουν βουλευτές τῆς ἀντιπολίτευσης.: [1018, 914, 1177, 968]
divider: [846, 545, 999, 546]
masthead-rule: [26, 44, 1574, 46]
divider: [1196, 824, 1355, 825]
lottery-number-row: 126004 7.102 283015: [1075, 667, 1137, 676]
oil-tender-extra: [174, 841, 405, 961]
col5-top-body: [1018, 56, 1177, 502]
paragraph: Οἱ κ. Γούναρης, Ἡλ. Πότσιος καί ὁ Ἰω. Παπαγεωργίου κατέθεσαν ἐνώπιον συνεχείας τοῦ δικαστηρίου, ἀναλύοντας λεπτομερῶς τίς συνθῆκες κάτω ἀπό τίς ὁποῖες ἔγινε ἡ ἀπόδραση.: [1018, 113, 1177, 167]
paragraph: Τό μέσον πού χρησιμοποιήθηκε, σύμφωνα μέ τό κατηγορητήριο, ἦταν ἡ παράβαση τῶν κανονισμῶν φύλαξης καί ἡ ἔλλειψη ἐπαρκοῦς ἐπιτήρησης κατά τίς νυχτερινές ὧρες.: [1018, 354, 1177, 397]
lottery-number-row: 130025 6.603 310229: [1124, 601, 1186, 610]
offer-item: ★ Στή μνήμη τῆς Σόφης Κανελλοπούλου ὁ κ. Σ.Ι. ἀπό τή Θεσσαλονίκη προσφέρει 500 δραχμές.: [1203, 630, 1348, 662]
divider: [1026, 540, 1169, 541]
paragraph: Τά κονδύλια γιά τίς ἐπενδύσεις παρουσιάζονται αὐξημένα, ὅμως ἡ πραγματική τους ἀξία μειώνεται λόγω τοῦ πληθωρισμοῦ, ὁ ὁποῖος κατά τό 1977 ξεπέρασε κάθε προηγούμενο.: [674, 187, 827, 241]
socialist-subhead: Ἡ Σοσιαλιστική Πρωτοβουλία: [1481, 393, 1558, 434]
paragraph: Χαμηλές παραμένουν οἱ συναλλαγές στό Χρηματιστήριο, ἐνῶ οἱ τιμές τῶν μετοχῶν τῶν περισσοτέρων ἑταιρειῶν σημείωσαν νέα πτώση. Ὁ γενικός δείκτης ὑποχώρησε στίς 1.030 μονάδες ἔναντι 1.037 μονάδων τῆς προηγούμενης συνεδρίασης.: [35, 422, 165, 498]
paragraph: Ἡ ἀπόφαση ἀναμένεται νά ἐκδοθεῖ σήμερα, μετά τή διάσκεψη τοῦ δικαστηρίου, ἡ ὁποία ἄρχισε ἀμέσως μετά τήν ὁλοκλήρωση τῶν ἀγορεύσεων.: [424, 751, 655, 841]
divider: [1374, 709, 1565, 711]
suicide-headline: ΑΥΤΟΚΤΟΝΗΣΕ 55ΧΡΟΝΟΣ: [1199, 900, 1352, 915]
chroniki-body: Μέ ἀπόφαση τοῦ ὑπουργοῦ Γεωργίας καθορίστηκαν οἱ ἁρμοδιότητες τῶν δύο ὑφυπουργῶν τοῦ ὑπουργείου, οἱ ὁποῖοι ἀναλαμβάνουν τομεῖς σχετικούς μέ τή φυτική καί ζωική παραγωγή.: [1196, 1019, 1355, 1073]
paragraph: Στό κρίσιμο αὐτό σημεῖο ἡ κυβέρνηση εἶναι ὑποχρεωμένη νά πάρει ἄμεσα μέτρα, γιατί διαφορετικά θά ὑπάρξουν σοβαρές ἐπιπτώσεις στό σύνολο τῆς ἐξαγωγικῆς δραστηριότητας τῆς χώρας.: [161, 710, 405, 832]
poem-signature: Ο ΠΑΙΣΙΟΣ: [947, 468, 991, 478]
paragraph: — Ἡ νέα αὐτή προσανατολισμός, πού θά ἐφαρμοστεῖ τό 1978, σημαίνει συγκράτηση τῶν μισθῶν πολύ κάτω ἀπό τόν πληθωρισμό καί νέα αὔξηση τῆς ἀνεργίας.: [1196, 113, 1355, 156]
lottery-number-row: 2158 6497 82518: [1026, 650, 1075, 659]
col5-signature: Τ. Α. — Ν. Π.: [1130, 973, 1177, 983]
deaths-headline: ΣΤΟ ΚΑΤΑΚΑΛΟ ΔΥΟ ΑΚΟΜΑ ΑΤΟΜΑ ΠΕΘΑΝΑΝ ΑΠΟ ΕΛΛΕΙΨΗ ΙΑΤΡΟΦΑΡΜΑΚΕΥΤΙΚΗΣ ΠΕΡΙΘΑΛΨΗΣ: [1200, 750, 1351, 817]
lottery-number-row: 138116 5.830 381235: [1124, 667, 1186, 676]
paragraph: Στή δικανική αὐτή τοῦ κατηγορητηρίου ἀναπτύχθηκαν οἱ θέσεις τῆς ὑπεράσπισης, ἡ ὁποία ζήτησε τήν ἀθώωση ὅλων τῶν κατηγορουμένων, ὑποστηρίζοντας ὅτι δέν ὑπάρχει καμία ἀπόδειξη γιά δόλο.: [544, 274, 655, 350]
paragraph: Ὁ βουλευτής ἀνέφερε ὅτι οἱ καταγγελίες γιά τή συλλογή προσωπικῶν δεδομένων σέ βάρος πολιτῶν ἐπιβεβαιώνονται ἀπό πλῆθος μαρτυριῶν, οἱ ὁποῖες ἔχουν φτάσει στό γραφεῖο του τούς τελευταίους μῆνες, καί ἰδιαίτερα μετά τόν Ἀπρίλη τοῦ 1977.: [35, 1264, 153, 1351]
paragraph: Τά στοιχεῖα αὐτά ἀποδεικνύουν ὅτι ὁ προϋπολογισμός τοῦ 1978 κινεῖται στήν ἴδια κατεύθυνση μέ τούς προηγούμενους, δηλαδή στή μετακύλιση τῶν βαρῶν στούς ἐργαζομένους καί στή διατήρηση τῶν προνομίων τῆς οἰκονομικῆς ὀλιγαρχίας.: [1018, 286, 1177, 350]
column-7: [1364, 52, 1574, 2248]
divider: [1196, 1081, 1355, 1082]
paragraph: Σέ ἀπεργιακές κινητοποιήσεις προχωροῦν τίς ἑπόμενες μέρες ἐργαζόμενοι σέ πολλούς κλάδους, διεκδικώντας αὐξήσεις καί ὑπογραφή συλλογικῶν συμβάσεων.: [1196, 310, 1355, 353]
emmetros-rizos-box: [846, 266, 999, 485]
lottery-second-prize: Ὁ ἀριθμός 45323 κερδίζει 500.000 δραχμές.: [1026, 579, 1158, 589]
protocol-headline: ΥΠΟΓΡΑΦΤΗΚΕ ΠΡΩΤΟΚΟΛΛΟ ΓΙΑ ΒΑΛΚΑΝΙΚΟ ΕΤΟΣ ΤΟΥΡΙΣΜΟΥ: [441, 976, 638, 1004]
trial-lead: Γιά ἀπόδραση κρατουμένου ἐξ ἀμελείας καί ὄχι ἐκ προθέσεως, ὅπως ἦταν στό κατηγορητήριο, ἔπαυσε ὁ ἐπίτροπος τοῦ Διαρκοῦς Στρατοδικείου συνταγματάρχης κ. Γ. Μανωσόπουλος νά καταδικαστοῦν οἱ κατηγορούμενοι γιά τήν ἀπόδραση τοῦ Μπόλαρη: Κυριάκος Γουνάρης ὑπενωμοτάρχης καί Ἡλίας Πότσιος χωροφύλακας. Γιά τούς ὑπόλοιπους ὁ κατηγορούμενος ζήτησε νά ἀθωωθοῦν.: [424, 135, 655, 216]
divider: [1018, 877, 1177, 878]
paragraph: Γι' αὐτό καί ἡ ἀπάντηση τοῦ ἐργατικοῦ κινήματος πρέπει νά εἶναι ἑνιαία καί ἀποφασιστική, μέ στόχο τήν ἀνατροπή τῆς πολιτικῆς αὐτῆς καί τήν κατοχύρωση τῶν δικαιωμάτων πού κατακτήθηκαν μέ ἀγῶνες δεκαετιῶν.: [161, 1049, 405, 1149]
itt-body: [846, 97, 999, 256]
issue-date: Σάββατο, 3 Δεκέμβρη 1977: [32, 23, 183, 37]
paragraph: Τά ἴδια τά γεγονότα ἀποδεικνύουν ὅτι ὁ λεγόμενος ἐξορθολογισμός σημαίνει ἁπλῶς νέα βάρη γιά τούς μισθωτούς καί νέα προνόμια γιά τό μεγάλο κεφάλαιο, πού ἀπαιτεῖ διαρκῶς περισσότερα.: [35, 1049, 279, 1160]
lottery-number-row: 1485 103.140 192112: [1026, 601, 1087, 610]
paragraph: κυβέρνηση τῆς πλέον ἀποκαλύπτει ὅτι στόχος της εἶναι ἡ αὐστηρότερη ἐφαρμογή τῆς πολιτικῆς τῆς λιτότητας, μέ ἐπίκληση τῶν γνωστῶν ἐπιχειρημάτων περί ἀνταγωνιστικότητας τῆς οἰκονομίας.: [846, 568, 999, 622]
divider: [1196, 893, 1355, 894]
divider: [846, 89, 999, 90]
itt-headline: Ἀπολύσεις ἐργαζομένων στήν ΙΤΤ: [849, 51, 996, 83]
lottery-number-row: 124931 7.210 278834: [1075, 658, 1137, 667]
lottery-number-row: 132117 6.401 322910: [1124, 617, 1186, 626]
divider: [424, 714, 655, 716]
lead-headline: Άπειλητικό τό πρόβλημα τῆς μεταφορᾶς γιά τά ἀγροτικά προϊόντα: [35, 126, 396, 172]
offers-banner: ΠΡΟΣΦΟΡΕΣ: [1196, 597, 1355, 620]
paragraph: Παράλληλα, ἐξετάζεται ἡ δυνατότητα δημιουργίας ἑνιαίου φορέα ἔρευνας καί ἀξιοποίησης τῶν ἐγχώριων ἐνεργειακῶν πόρων, μέ ἔμφαση στό λιγνίτη, στά πετρελαϊκά κοιτάσματα καί στίς ἀνανεώσιμες μορφές ἐνέργειας.: [161, 710, 279, 785]
paragraph: Ὁ ὑπουργός περιορίστηκε στό νά δηλώσει ὅτι "ἀπό τό 1975 καί ἐντεῦθεν" δέν τηροῦνται τέτοιοι φάκελοι, χωρίς ὅμως νά δώσει καμία ἐξήγηση γιά τήν τύχη τοῦ ὑλικοῦ πού εἶχε συγκεντρωθεῖ κατά τήν προηγούμενη περίοδο, οὔτε γιά τό ἄν αὐτό καταστράφηκε.: [161, 1264, 405, 1394]
lottery-number-table: [1026, 592, 1186, 692]
deaths-body: ΠΥΡΓΟΣ, 2 (Τοῦ ἀνταποκριτῆ μας). — Δύο ἀκόμα ἄτομα πέθαναν στό Κατάκολο ἀπό ἔλλειψη ἰατροφαρμακευτικῆς περίθαλψης, σύμφωνα μέ καταγγελίες τῶν κατοίκων τῆς περιοχῆς.: [1196, 831, 1355, 885]
lottery-number-row: 133008 6.330 331104: [1124, 625, 1186, 634]
agri-deputies-body: Μέ ἀπόφαση τοῦ ὑπουργοῦ Γεωργίας καθορίστηκαν οἱ ἁρμοδιότητες τῶν δύο ὑφυπουργῶν τοῦ ὑπουργείου, οἱ ὁποῖοι ἀναλαμβάνουν τομεῖς σχετικούς μέ τή φυτική καί ζωική παραγωγή.: [1196, 426, 1355, 480]
paragraph: Ἡ διοίκηση τῆς ΓΣΕΕ ἐξέδωσε ἀνακοίνωση μέ τήν ὁποία καταγγέλλει τή νέα πολιτική καί καλεῖ τούς ἐργαζομένους σέ ἀγωνιστική ἑτοιμότητα.: [846, 746, 999, 788]
page-number: σελίδα 7: [1520, 23, 1568, 37]
divider: [424, 573, 655, 574]
paragraph: Οἱ διαρθρωτικές ἐπιλογές τῆς κυβέρνησης καί τά αἰτήματα πού ἐπιβάλλει ἡ οἰκονομική ὀλιγαρχία συγκροτοῦν ἕνα πλαίσιο ἐντελῶς ἀντίθετο πρός τά συμφέροντα τῶν ἐργαζομένων καί τῶν λαϊκῶν στρωμάτων τῆς χώρας.: [35, 1049, 153, 1125]
paragraph: Ὅπως ἀνέφεραν, τό πρόβλημα τῆς μεταφορᾶς δέν προκύπτει νά ἀντιμετωπίζεται ἀποτελεσματικά ἀπό τίς ἁρμόδιες ὑπηρεσίες καί γι' αὐτό ἐπιβάλλεται ἡ λήψη σοβαρῶν μέτρων, ἄν θέλουμε νά διατηρήσουμε τίς θέσεις μας στίς ἀγορές αὐτές.: [287, 1074, 405, 1160]
paragraph: Οἱ δαπάνες γιά τήν παιδεία καί τήν ὑγεία παραμένουν καθηλωμένες σέ ποσοστά πολύ χαμηλότερα ἀπό τόν εὐρωπαϊκό μέσο ὅρο, παρά τίς ἐπανειλημμένες ἐξαγγελίες τῆς κυβέρνησης γιά ἀναβάθμισή τους.: [674, 370, 827, 424]
lead-subheadline: ΑΔΛΑ ΚΑΙ ΑΡΚΕΤΑ ΕΠΙΚΙΝΔΥΝΟ ΓΙΑ ΤΗΝ ΠΟΡΕΙΑ ΤΩΝ ΕΞΑΓΩΓΩΝ: [35, 175, 357, 187]
stocks-headline: Πτώση σημειώνουν οἱ μετοχές: [35, 345, 167, 420]
paragraph: Ἡ αὔξηση τῶν ἔμμεσων φόρων μετακυλίεται στίς τιμές τῶν καταναλωτικῶν ἀγαθῶν καί ἐπιβαρύνει κυρίως τά χαμηλά εἰσοδήματα, ἐνῶ οἱ ἀπαλλαγές τοῦ κεφαλαίου παραμένουν ἀνέπαφες.: [674, 486, 827, 539]
paragraph: Ἡ πολύ ὀργάνωση τῶν μεταφορικῶν ἐπιχειρήσεων καί τῶν ναύλων ποσά ἀνακοίνωσε τήν Παρασκευή, ὅτι ἀπό ἡ παρακολούθηση διεθνῶν ἀγορῶν ἀπό τίς ἑλληνικές ἐξαγωγικές ἐπιχειρήσεις εἶναι ἀνεπαρκής. Οἱ μεταφορείς ἐπεσήμαναν τόν κίνδυνο νά μή βρεθοῦν ψυγεῖα τά ὁποῖα μεταφέρουν τά φρέσκα ἀγροτικά προϊόντα πρός τίς χῶρες τῆς Κεντρικῆς καί Βόρειας Εὐρώπης.: [184, 350, 290, 502]
divider: [674, 89, 827, 90]
divider: [846, 918, 999, 920]
paragraph: Ἡ κλιμάκωση δύσκολη στήν ἀξιωτική κάθε τῆς κατάρτισης τοῦ κρατικοῦ προϋπολογισμοῦ τοῦ ἔτους 1978, πού παρουσίασε μέ τόν κατεβάσει στή Βουλή εἶναι 21 Δεκέμβρη. Ἀπό ἔνα ἔτυπο ὑπές οἱ στόχοι σέ ἐπίπεδο κατανομῆς καί ὁ νέος πίνακας δαπανῶν, ὅπου ἡ ἀποκλίνουν αἰσθητά ἀπό τίς ἀρχικές ἐκτιμήσεις τοῦ ὑπουργείου Οἰκονομικῶν.: [674, 874, 827, 961]
paragraph: Στό κρίσιμο αὐτό σημεῖο ἡ κυβέρνηση εἶναι ὑποχρεωμένη νά πάρει ἄμεσα μέτρα, γιατί διαφορετικά θά ὑπάρξουν σοβαρές ἐπιπτώσεις στό σύνολο τῆς ἐξαγωγικῆς δραστηριότητας τῆς χώρας.: [287, 256, 405, 331]
mitsotakis-subhead: Ὁ κ. Μητσοτάκης: [1485, 514, 1554, 542]
divider: [424, 894, 655, 895]
divider: [424, 417, 655, 419]
oil-tender-body: Ἰσοβάλλει. Ἔγινε γνωστό, ὅτι ἡ ΔΕΠ προκηρύσσει διεθνῆ διαγωνισμό γιά τήν προμήθεια ἀργοῦ πετρελαίου κατά τό πρῶτο ἑξάμηνο τοῦ ἑπόμενου ἔτους. Οἱ προσφορές θά ὑποβληθοῦν μέχρι τά τέλη τοῦ μήνα.: [35, 886, 155, 961]
lottery-number-row: 18939 62315 114802: [1026, 642, 1086, 651]
paragraph: Ὁ δείκτης τῆς ἀξίας λιανικῶν πωλήσεων παρουσίασε τόν Αὔγουστο αὔξηση 13,5%, σέ σύγκριση μέ τόν ἀντίστοιχο μήνα τοῦ 1976.: [424, 902, 535, 956]
continuation-note: ΣΥΝΕΧΕΙΑ ΑΠΟ ΤΗ ΣΕΛ. 1: [852, 553, 993, 566]
chroniki-headline: ΔΙΚΑΖΟΝΤΑΙ ΑΠΟ ΤΟ ΥΠΕΥΘΥΝΟ ΤΗΣ "ΧΡΟΝΙΚΗΣ": [1216, 975, 1335, 1016]
